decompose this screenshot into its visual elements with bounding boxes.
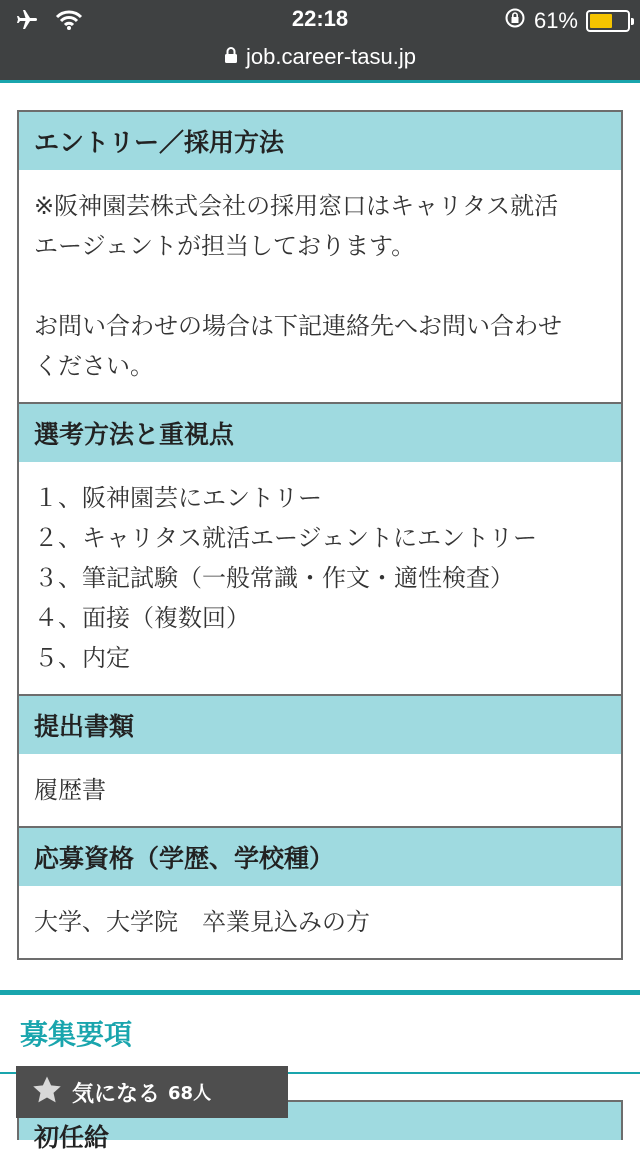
- section-heading-starting-salary: 初任給: [17, 1100, 623, 1140]
- favorite-count: 68人: [168, 1083, 212, 1104]
- section-body: [19, 886, 621, 958]
- body-line: 大学、大学院 卒業見込みの方: [34, 908, 370, 936]
- orientation-lock-icon: [504, 7, 526, 35]
- body-line: １、阪神園芸にエントリー: [34, 484, 322, 512]
- info-table: [17, 110, 623, 960]
- favorite-label: 気になる: [72, 1081, 161, 1107]
- favorite-button[interactable]: [16, 1066, 288, 1118]
- section-divider: [0, 990, 640, 995]
- status-bar: [0, 0, 640, 80]
- section-body: [19, 462, 621, 694]
- address-bar[interactable]: [0, 40, 640, 74]
- section-heading: 選考方法と重視点: [19, 404, 621, 462]
- section-selection-process: [19, 404, 621, 696]
- body-line: ※阪神園芸株式会社の採用窓口はキャリタス就活: [34, 192, 559, 220]
- battery-icon: [586, 10, 630, 32]
- body-line: ください。: [34, 352, 154, 380]
- section-body: [19, 170, 621, 402]
- battery-percent: 61%: [533, 8, 578, 33]
- body-line: ４、面接（複数回）: [34, 604, 250, 632]
- body-line: ２、キャリタス就活エージェントにエントリー: [34, 524, 538, 552]
- header-divider: [0, 80, 640, 83]
- body-line: お問い合わせの場合は下記連絡先へお問い合わせ: [34, 312, 562, 340]
- section-heading: 提出書類: [19, 696, 621, 754]
- section-qualifications: [19, 828, 621, 958]
- lock-icon: [224, 44, 238, 70]
- blank-line: [34, 266, 606, 306]
- body-line: エージェントが担当しております。: [34, 232, 416, 260]
- body-line: ５、内定: [34, 644, 130, 672]
- section-heading: 応募資格（学歴、学校種）: [19, 828, 621, 886]
- body-line: 履歴書: [34, 776, 106, 804]
- star-icon: [30, 1073, 64, 1111]
- section-entry-method: [19, 112, 621, 404]
- body-line: ３、筆記試験（一般常識・作文・適性検査）: [34, 564, 514, 592]
- recruit-title: 募集要項: [20, 1018, 133, 1051]
- battery-level: [590, 14, 612, 28]
- section-heading: エントリー／採用方法: [19, 112, 621, 170]
- section-body: [19, 754, 621, 826]
- clock-time: 22:18: [291, 6, 349, 31]
- section-documents: [19, 696, 621, 828]
- url-text: job.career-tasu.jp: [246, 44, 416, 69]
